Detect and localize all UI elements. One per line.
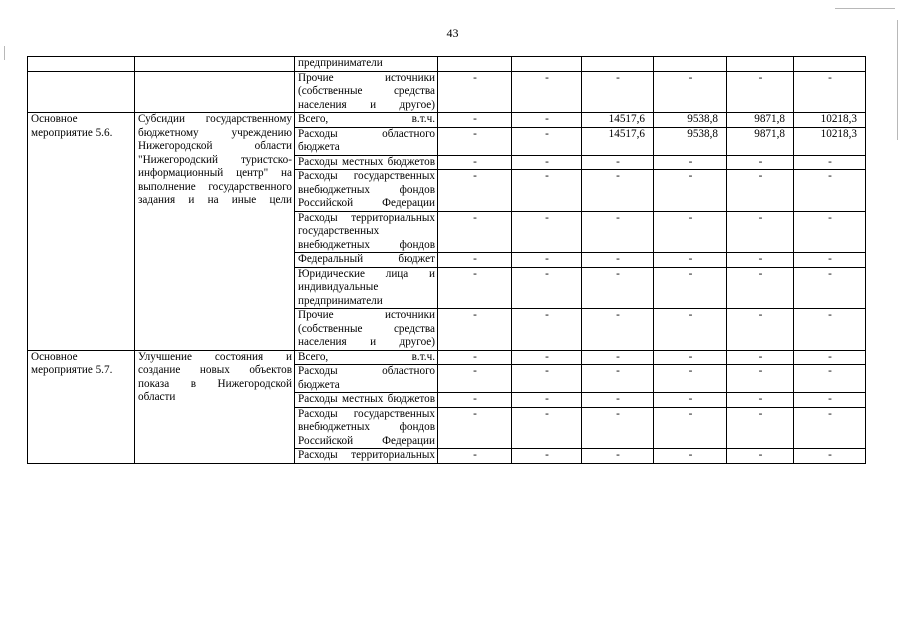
value-cell: 14517,6	[582, 113, 654, 128]
value-cell: -	[654, 170, 727, 212]
scan-artifact	[4, 46, 5, 60]
value-cell: -	[794, 365, 866, 393]
value-cell: -	[582, 71, 654, 113]
empty-cell	[28, 57, 135, 72]
empty-cell	[512, 57, 582, 72]
value-cell: -	[582, 393, 654, 408]
value-cell: -	[438, 127, 512, 155]
value-cell: -	[582, 449, 654, 464]
value-cell: 9871,8	[727, 127, 794, 155]
scan-artifact	[835, 8, 895, 9]
value-cell: 10218,3	[794, 127, 866, 155]
empty-cell	[438, 57, 512, 72]
value-cell: -	[727, 350, 794, 365]
value-cell: -	[582, 170, 654, 212]
value-cell: -	[512, 71, 582, 113]
value-cell: -	[512, 113, 582, 128]
value-cell: -	[794, 253, 866, 268]
source-cell: Расходы местных бюджетов	[295, 155, 438, 170]
table-row	[28, 113, 866, 128]
value-cell: -	[438, 309, 512, 351]
value-cell: 10218,3	[794, 113, 866, 128]
value-cell: -	[654, 309, 727, 351]
value-cell: 14517,6	[582, 127, 654, 155]
value-cell: -	[438, 155, 512, 170]
value-cell: -	[794, 211, 866, 253]
value-cell: -	[727, 449, 794, 464]
value-cell: -	[794, 449, 866, 464]
value-cell: -	[512, 253, 582, 268]
source-cell: Расходы областного бюджета	[295, 127, 438, 155]
value-cell: 9871,8	[727, 113, 794, 128]
value-cell: -	[654, 71, 727, 113]
value-cell: -	[582, 267, 654, 309]
value-cell: -	[654, 267, 727, 309]
source-cell: Прочие источники (собственные средства населения и другое)	[295, 309, 438, 351]
value-cell: -	[727, 155, 794, 170]
source-cell: Всего, в.т.ч.	[295, 350, 438, 365]
value-cell: -	[727, 253, 794, 268]
value-cell: -	[438, 267, 512, 309]
measure-code: Основное мероприятие 5.7.	[28, 350, 135, 463]
value-cell: -	[654, 407, 727, 449]
value-cell: -	[438, 350, 512, 365]
empty-cell	[135, 71, 295, 113]
value-cell: -	[794, 71, 866, 113]
value-cell: -	[512, 309, 582, 351]
measure-name: Субсидии государственному бюджетному учреждению Нижегородской области "Нижегородский туристско-информационный центр" на выполнение государственного задания и на иные цели	[135, 113, 295, 351]
empty-cell	[727, 57, 794, 72]
scan-artifact	[897, 20, 898, 140]
value-cell: -	[727, 211, 794, 253]
value-cell: -	[512, 211, 582, 253]
value-cell: -	[582, 155, 654, 170]
value-cell: -	[438, 393, 512, 408]
value-cell: -	[727, 407, 794, 449]
empty-cell	[135, 57, 295, 72]
value-cell: -	[512, 393, 582, 408]
value-cell: -	[512, 127, 582, 155]
value-cell: -	[512, 449, 582, 464]
value-cell: -	[727, 170, 794, 212]
value-cell: -	[654, 350, 727, 365]
value-cell: -	[794, 155, 866, 170]
source-cell: Расходы государственных внебюджетных фондов Российской Федерации	[295, 407, 438, 449]
source-cell: Федеральный бюджет	[295, 253, 438, 268]
value-cell: -	[654, 155, 727, 170]
value-cell: 9538,8	[654, 113, 727, 128]
source-cell: Расходы государственных внебюджетных фондов Российской Федерации	[295, 170, 438, 212]
value-cell: -	[794, 407, 866, 449]
source-cell: Всего, в.т.ч.	[295, 113, 438, 128]
source-cell: предприниматели	[295, 57, 438, 72]
value-cell: 9538,8	[654, 127, 727, 155]
empty-cell	[654, 57, 727, 72]
value-cell: -	[512, 170, 582, 212]
value-cell: -	[654, 365, 727, 393]
value-cell: -	[727, 71, 794, 113]
value-cell: -	[512, 267, 582, 309]
page-number: 43	[446, 26, 459, 40]
value-cell: -	[794, 350, 866, 365]
value-cell: -	[582, 407, 654, 449]
value-cell: -	[438, 407, 512, 449]
source-cell: Расходы территориальных	[295, 449, 438, 464]
table-row	[28, 57, 866, 72]
source-cell: Расходы местных бюджетов	[295, 393, 438, 408]
value-cell: -	[794, 267, 866, 309]
value-cell: -	[438, 253, 512, 268]
value-cell: -	[512, 155, 582, 170]
source-cell: Расходы областного бюджета	[295, 365, 438, 393]
value-cell: -	[438, 71, 512, 113]
value-cell: -	[727, 393, 794, 408]
measure-name: Улучшение состояния и создание новых объектов показа в Нижегородской области	[135, 350, 295, 463]
value-cell: -	[438, 365, 512, 393]
empty-cell	[582, 57, 654, 72]
value-cell: -	[438, 113, 512, 128]
value-cell: -	[654, 211, 727, 253]
table-row	[28, 350, 866, 365]
value-cell: -	[794, 309, 866, 351]
value-cell: -	[582, 350, 654, 365]
table-body	[28, 57, 866, 464]
source-cell: Прочие источники (собственные средства населения и другое)	[295, 71, 438, 113]
value-cell: -	[512, 350, 582, 365]
value-cell: -	[794, 170, 866, 212]
value-cell: -	[582, 309, 654, 351]
value-cell: -	[438, 449, 512, 464]
value-cell: -	[727, 365, 794, 393]
table-row	[28, 71, 866, 113]
value-cell: -	[727, 267, 794, 309]
source-cell: Расходы территориальных государственных внебюджетных фондов	[295, 211, 438, 253]
empty-cell	[28, 71, 135, 113]
source-cell: Юридические лица и индивидуальные предприниматели	[295, 267, 438, 309]
value-cell: -	[582, 365, 654, 393]
value-cell: -	[654, 253, 727, 268]
value-cell: -	[582, 253, 654, 268]
value-cell: -	[512, 407, 582, 449]
measure-code: Основное мероприятие 5.6.	[28, 113, 135, 351]
value-cell: -	[512, 365, 582, 393]
value-cell: -	[654, 449, 727, 464]
value-cell: -	[582, 211, 654, 253]
value-cell: -	[794, 393, 866, 408]
funding-table	[27, 56, 866, 464]
value-cell: -	[438, 211, 512, 253]
empty-cell	[794, 57, 866, 72]
value-cell: -	[727, 309, 794, 351]
value-cell: -	[654, 393, 727, 408]
value-cell: -	[438, 170, 512, 212]
